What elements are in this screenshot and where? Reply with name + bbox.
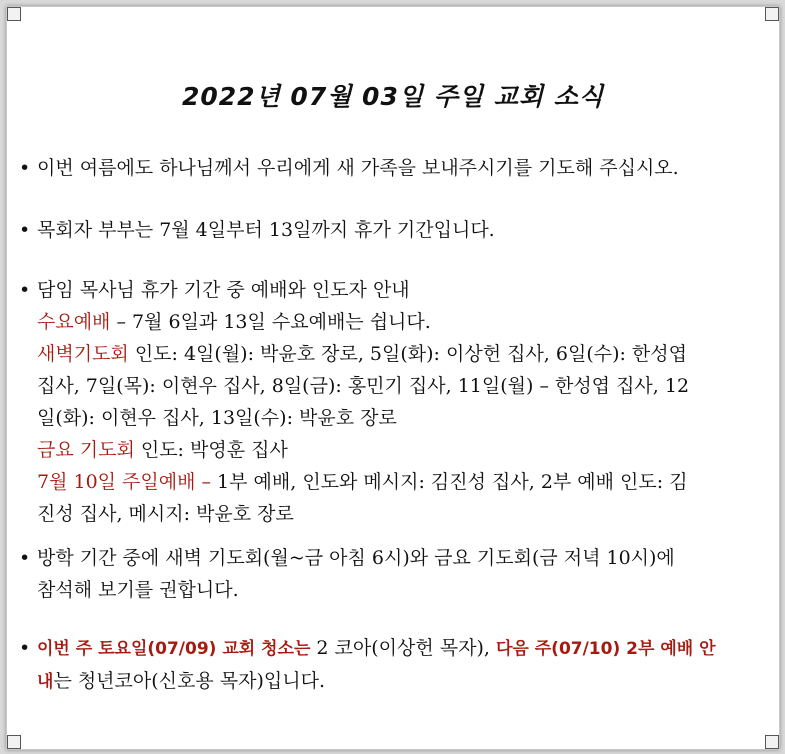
list-item-vacation [17, 214, 765, 246]
cleaning-text-2: 는 청년코아(신호용 목자)입니다. [53, 670, 325, 692]
dawn-label: 새벽기도회 [37, 343, 129, 365]
item-text: 이번 여름에도 하나님께서 우리에게 새 가족을 보내주시기를 기도해 주십시오. [37, 157, 679, 179]
list-item-cleaning [17, 632, 765, 698]
cleaning-red-1: 이번 주 토요일(07/09) 교회 청소는 [37, 639, 311, 659]
wednesday-text: – 7월 6일과 13일 수요예배는 쉽니다. [110, 311, 431, 333]
corner-marker [765, 7, 779, 21]
sunday-label: 7월 10일 주일예배 – [37, 471, 212, 493]
wednesday-label: 수요예배 [37, 311, 111, 333]
bulletin-page [6, 6, 780, 750]
page-title: 2022년 07월 03일 주일 교회 소식 [181, 82, 605, 111]
dawn-text: 인도: 4일(월): 박윤호 장로, 5일(화): 이상헌 집사, 6일(수): 한성엽 [128, 343, 687, 365]
worship-heading: 담임 목사님 휴가 기간 중 예배와 인도자 안내 [37, 279, 410, 301]
wednesday-line [37, 306, 765, 338]
bullet-icon: • [19, 279, 31, 301]
corner-marker [765, 735, 779, 749]
corner-marker [7, 735, 21, 749]
list-item-vacation-prayer [17, 542, 765, 606]
list-item-prayer [17, 152, 765, 184]
bullet-icon: • [19, 547, 31, 569]
friday-text: 인도: 박영훈 집사 [134, 439, 288, 461]
corner-marker [7, 7, 21, 21]
dawn-line-3: 일(화): 이현우 집사, 13일(수): 박윤호 장로 [37, 407, 397, 429]
cleaning-red-2: 다음 주(07/10) 2부 예배 안 [495, 639, 716, 659]
dawn-line-1 [37, 338, 765, 370]
bullet-icon: • [19, 219, 31, 241]
friday-label: 금요 기도회 [37, 439, 135, 461]
list-item-worship [17, 274, 765, 530]
dawn-line-2: 집사, 7일(목): 이현우 집사, 8일(금): 홍민기 집사, 11일(월) – 한성엽 집사, 12 [37, 375, 690, 397]
sunday-line-2: 진성 집사, 메시지: 박윤호 장로 [37, 503, 294, 525]
friday-line [37, 434, 765, 466]
item-text-line-2: 참석해 보기를 권합니다. [37, 579, 239, 601]
cleaning-red-3: 내 [37, 672, 54, 692]
item-text-line-1: 방학 기간 중에 새벽 기도회(월~금 아침 6시)와 금요 기도회(금 저녁 10시)에 [37, 547, 675, 569]
bullet-icon: • [19, 157, 31, 179]
item-text: 목회자 부부는 7월 4일부터 13일까지 휴가 기간입니다. [37, 219, 495, 241]
sunday-line-1 [37, 466, 765, 498]
sunday-text: 1부 예배, 인도와 메시지: 김진성 집사, 2부 예배 인도: 김 [211, 471, 688, 493]
cleaning-line-1 [37, 632, 765, 665]
bullet-icon: • [19, 637, 31, 659]
cleaning-text-1: 2 코아(이상헌 목자), [310, 637, 496, 659]
cleaning-line-2 [37, 665, 765, 698]
